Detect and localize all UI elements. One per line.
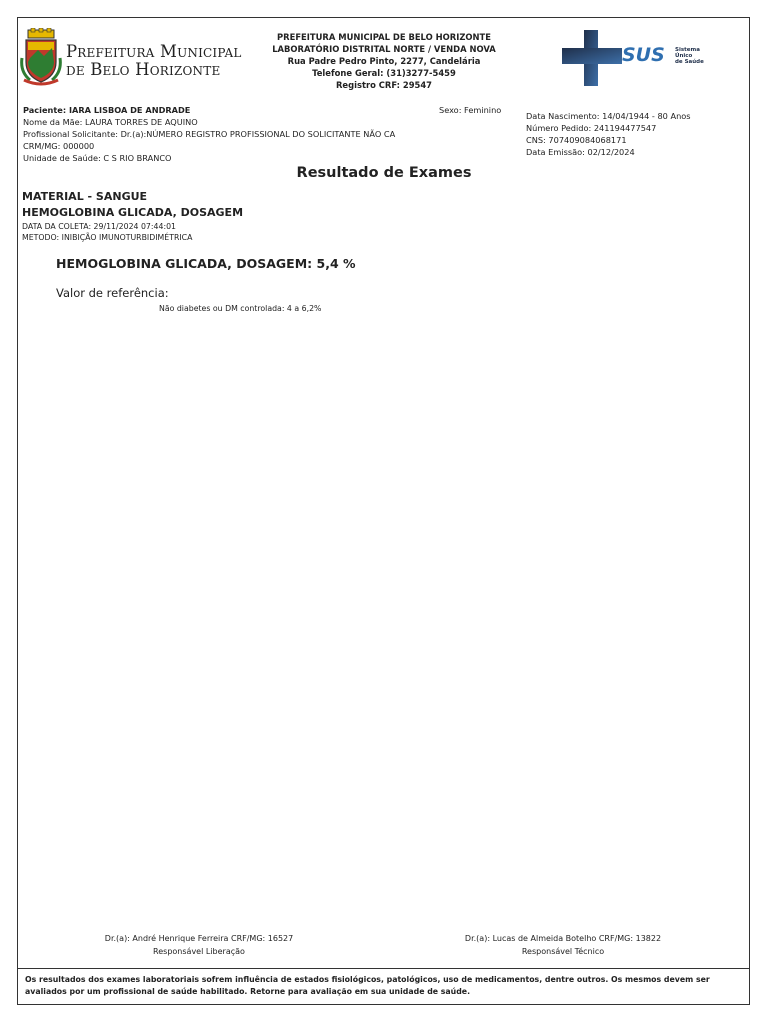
exam-name: HEMOGLOBINA GLICADA, DOSAGEM bbox=[22, 206, 244, 219]
material: MATERIAL - SANGUE bbox=[22, 190, 148, 203]
mother-name: Nome da Mãe: LAURA TORRES DE AQUINO bbox=[23, 117, 198, 127]
patient-info bbox=[23, 104, 395, 164]
header-line: Rua Padre Pedro Pinto, 2277, Candelária bbox=[287, 56, 481, 66]
collection-date: DATA DA COLETA: 29/11/2024 07:44:01 bbox=[22, 222, 176, 231]
lab-header bbox=[240, 31, 528, 91]
sus-label: SUS bbox=[622, 44, 665, 66]
header-line: Registro CRF: 29547 bbox=[335, 80, 433, 90]
order-number: Número Pedido: 241194477547 bbox=[526, 123, 657, 133]
cns: CNS: 707409084068171 bbox=[526, 135, 627, 145]
coat-of-arms-icon bbox=[20, 28, 62, 88]
exam-header bbox=[22, 189, 243, 221]
reference-label: Valor de referência: bbox=[56, 286, 169, 300]
sus-cross-icon bbox=[562, 30, 622, 86]
health-unit: Unidade de Saúde: C S RIO BRANCO bbox=[23, 153, 172, 163]
patient-name: Paciente: IARA LISBOA DE ANDRADE bbox=[23, 105, 191, 115]
sus-sub-line: Sistema bbox=[675, 47, 700, 53]
signature-name: Dr.(a): André Henrique Ferreira CRF/MG: 16527 bbox=[104, 934, 294, 943]
logo-text-line1: Prefeitura Municipal bbox=[66, 42, 242, 61]
header-line: PREFEITURA MUNICIPAL DE BELO HORIZONTE bbox=[277, 32, 491, 42]
signature-role: Responsável Técnico bbox=[521, 947, 605, 956]
logo-text-line2: de Belo Horizonte bbox=[66, 60, 221, 79]
footer-divider bbox=[17, 968, 750, 969]
birth-date: Data Nascimento: 14/04/1944 - 80 Anos bbox=[526, 111, 691, 121]
signature-release bbox=[49, 932, 349, 958]
header-line: LABORATÓRIO DISTRITAL NORTE / VENDA NOVA bbox=[272, 44, 496, 54]
method: METODO: INIBIÇÃO IMUNOTURBIDIMÉTRICA bbox=[22, 233, 193, 242]
header-line: Telefone Geral: (31)3277-5459 bbox=[312, 68, 456, 78]
signature-role: Responsável Liberação bbox=[153, 947, 245, 956]
footer-disclaimer: Os resultados dos exames laboratoriais sofrem influência de estados fisiológicos, patológicos, uso de medicamentos, dentre outros. Os mesmos devem ser avaliados por um profissional de saúde habilitado. Retorne para avaliação em sua unidade de saúde. bbox=[25, 975, 710, 996]
signature-name: Dr.(a): Lucas de Almeida Botelho CRF/MG: 13822 bbox=[464, 934, 662, 943]
sus-sub-line: Único bbox=[675, 53, 693, 59]
exam-result: HEMOGLOBINA GLICADA, DOSAGEM: 5,4 % bbox=[56, 256, 356, 271]
sus-sub-line: de Saúde bbox=[675, 59, 704, 65]
patient-sex: Sexo: Feminino bbox=[439, 105, 502, 115]
reference-value: Não diabetes ou DM controlada: 4 a 6,2% bbox=[159, 304, 322, 313]
signature-technical bbox=[413, 932, 713, 958]
requester: Profissional Solicitante: Dr.(a):NÚMERO REGISTRO PROFISSIONAL DO SOLICITANTE NÃO CA bbox=[23, 129, 396, 139]
exam-details bbox=[22, 221, 192, 243]
sus-logo bbox=[562, 30, 712, 86]
crm: CRM/MG: 000000 bbox=[23, 141, 95, 151]
issue-date: Data Emissão: 02/12/2024 bbox=[526, 147, 635, 157]
pbh-logo bbox=[20, 28, 242, 88]
page-title: Resultado de Exames bbox=[296, 165, 472, 181]
patient-meta bbox=[526, 110, 691, 158]
